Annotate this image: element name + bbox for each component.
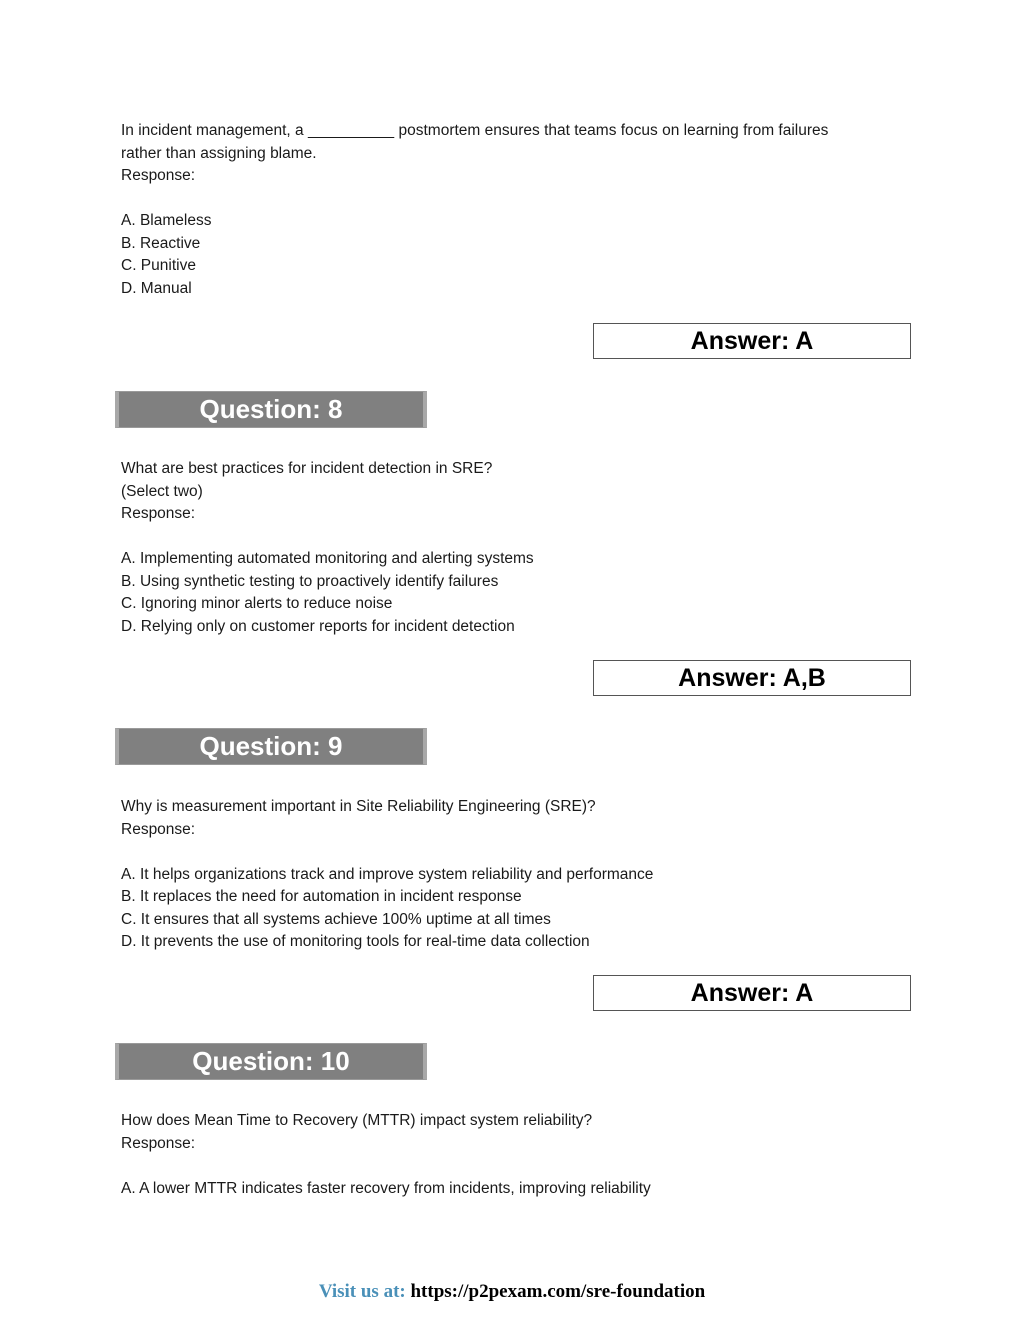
option-b: B. Reactive (121, 234, 201, 252)
option-a: A. Blameless (121, 212, 212, 229)
response-label: Response: (121, 820, 196, 838)
option-d: D. It prevents the use of monitoring tools for real-time data collection (121, 933, 590, 950)
option-c: C. Ignoring minor alerts to reduce noise (121, 595, 393, 612)
question-10-body (121, 1110, 911, 1200)
question-prompt: In incident management, a __________ postmortem ensures that teams focus on learning from failures (121, 122, 829, 139)
option-d: D. Relying only on customer reports for incident detection (121, 617, 515, 635)
answer-box: Answer: A (593, 975, 911, 1011)
option-b: B. Using synthetic testing to proactively identify failures (121, 572, 499, 590)
answer-box: Answer: A,B (593, 660, 911, 696)
question-prompt: rather than assigning blame. (121, 144, 317, 162)
option-a: A. It helps organizations track and improve system reliability and performance (121, 865, 654, 883)
footer-url-link[interactable]: https://p2pexam.com/sre-foundation (410, 1281, 706, 1302)
question-8-body (121, 458, 911, 638)
question-prompt: (Select two) (121, 482, 203, 500)
question-9-body (121, 796, 911, 954)
question-prompt: How does Mean Time to Recovery (MTTR) impact system reliability? (121, 1112, 593, 1129)
option-a: A. A lower MTTR indicates faster recovery from incidents, improving reliability (121, 1179, 651, 1197)
option-c: C. Punitive (121, 257, 196, 274)
answer-box: Answer: A (593, 323, 911, 359)
response-label: Response: (121, 1134, 196, 1152)
question-7-body (121, 120, 911, 300)
option-b: B. It replaces the need for automation in incident response (121, 888, 522, 905)
footer-visit-label: Visit us at: (318, 1281, 406, 1302)
question-prompt: Why is measurement important in Site Reliability Engineering (SRE)? (121, 798, 596, 815)
option-a: A. Implementing automated monitoring and alerting systems (121, 550, 534, 567)
question-prompt: What are best practices for incident detection in SRE? (121, 460, 493, 477)
response-label: Response: (121, 505, 196, 522)
option-c: C. It ensures that all systems achieve 100% uptime at all times (121, 910, 551, 928)
question-8-header: Question: 8 (115, 391, 427, 428)
footer (0, 1281, 1024, 1303)
option-d: D. Manual (121, 279, 192, 297)
question-10-header: Question: 10 (115, 1043, 427, 1080)
response-label: Response: (121, 167, 196, 184)
question-9-header: Question: 9 (115, 728, 427, 765)
